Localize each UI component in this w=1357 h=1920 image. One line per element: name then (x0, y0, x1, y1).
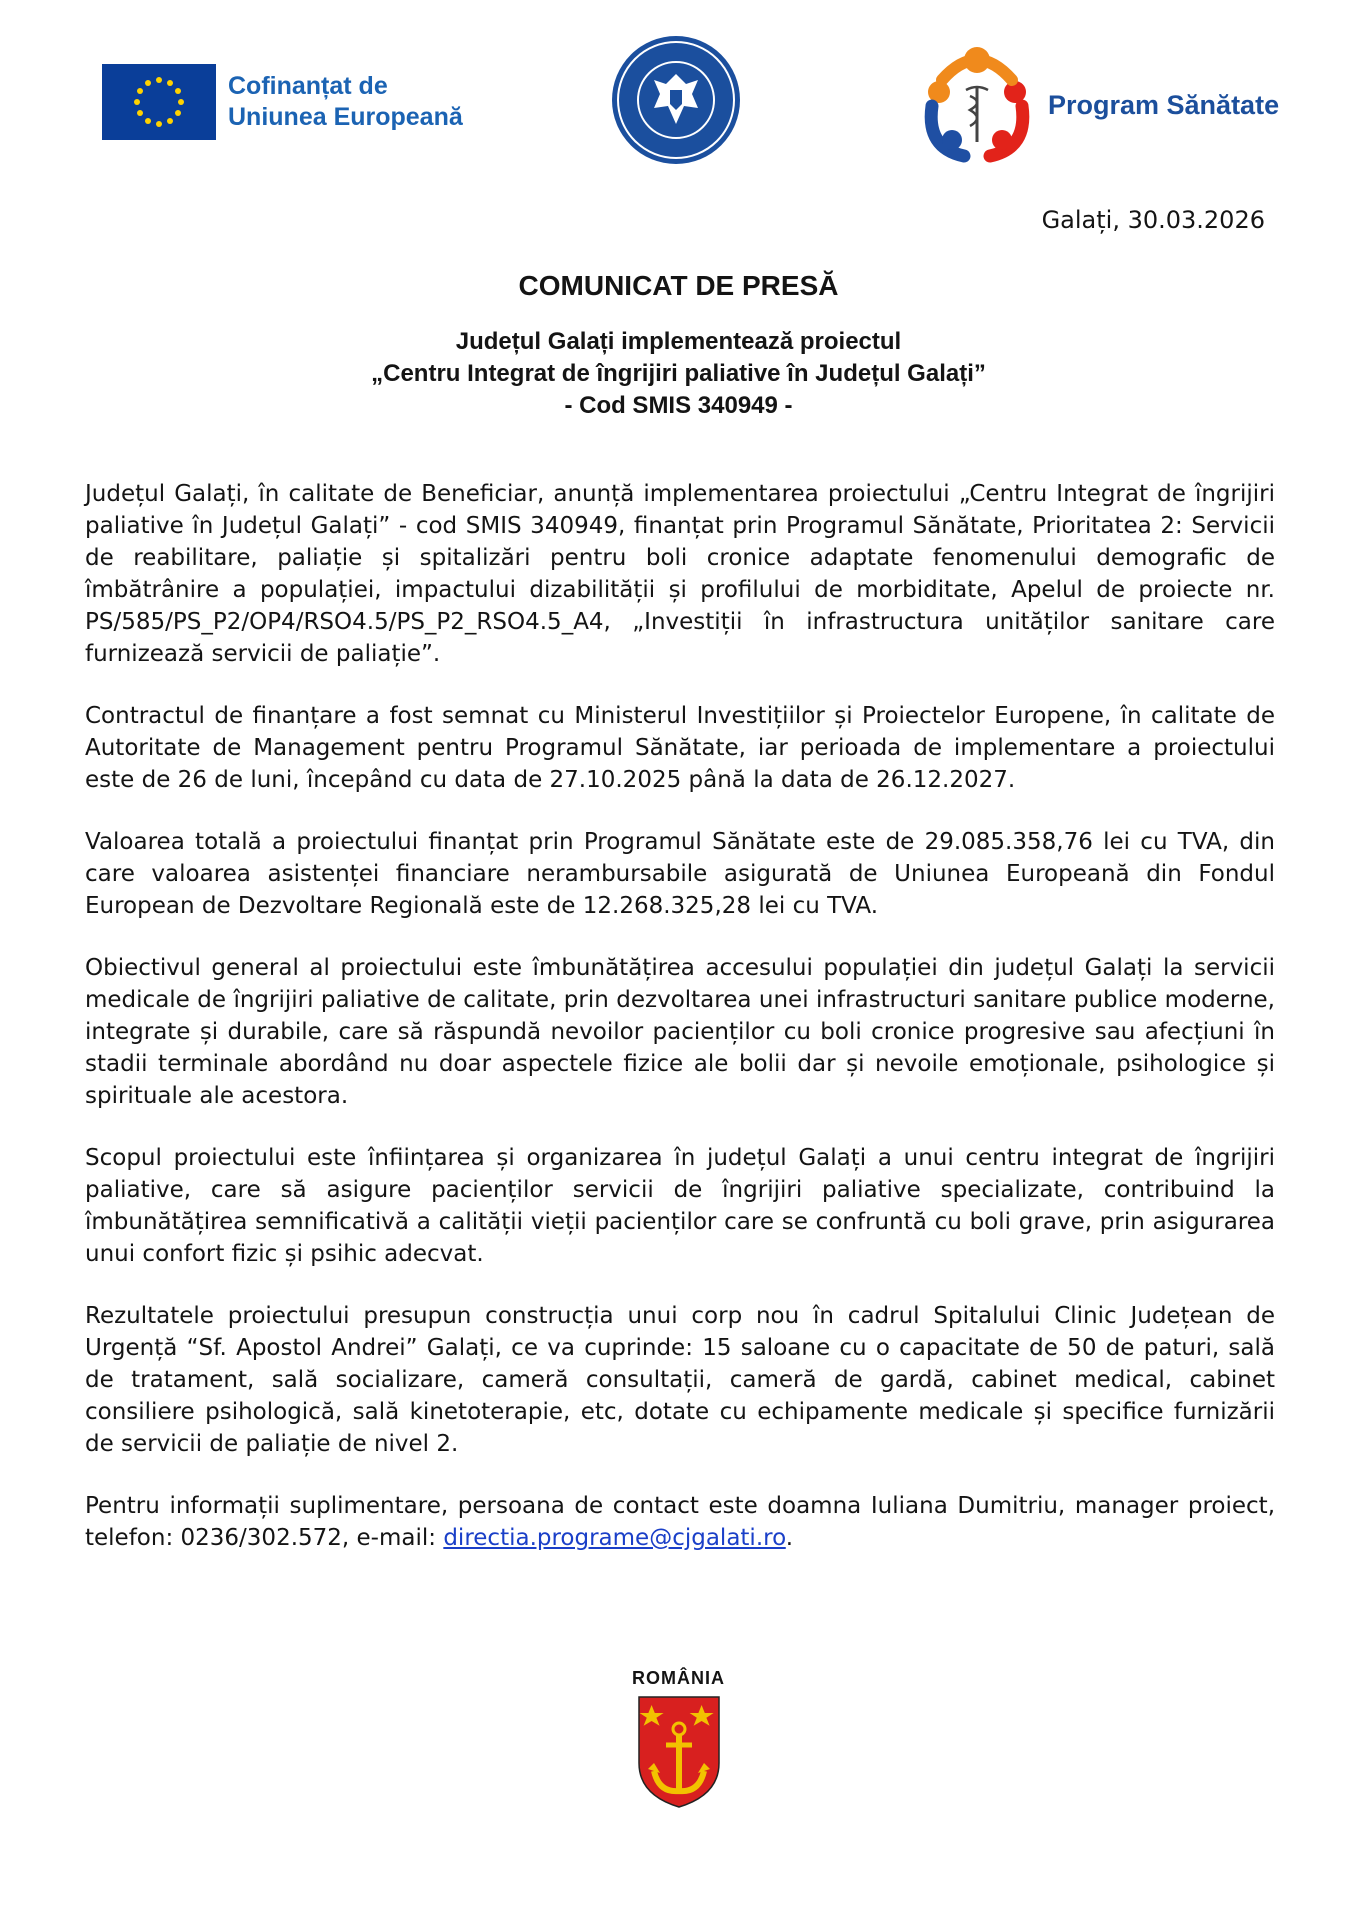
paragraph-contact (85, 1490, 1275, 1554)
page-title: COMUNICAT DE PRESĂ (518, 270, 839, 301)
paragraph-results: Rezultatele proiectului presupun construcția unui corp nou în cadrul Spitalului Clinic Județean de Urgență “Sf. Apostol Andrei” Galați, ce va cuprinde: 15 saloane cu o capacitate de 50 de paturi, sală de tratament, sală socializare, cameră consultații, cameră de gardă, cabinet medical, cabinet consiliere psihologică, sală kinetoterapie, etc, dotate cu echipamente medicale și specifice furnizării de servicii de paliație de nivel 2. (85, 1303, 1275, 1457)
paragraph-scope: Scopul proiectului este înființarea și organizarea în județul Galați a unui centru integrat de îngrijiri paliative, care să asigure pacienților servicii de îngrijiri paliative specializate, contribuind la îmbunătățirea semnificativă a calității vieții pacienților care se confruntă cu boli grave, prin asigurarea unui confort fizic și psihic adecvat. (85, 1145, 1275, 1267)
contact-end: . (785, 1525, 794, 1551)
header (0, 0, 1357, 200)
subtitle-line: Județul Galați implementează proiectul (455, 328, 902, 355)
footer-country-label: ROMÂNIA (632, 1668, 725, 1688)
program-sanatate-logo (912, 40, 1279, 170)
guvernul-romaniei-seal-icon (610, 34, 742, 166)
contact-text: Pentru informații suplimentare, persoana de contact este doamna Iuliana Dumitriu, manager proiect, telefon: 0236/302.572, e-mail: (85, 1493, 1275, 1551)
press-release-body (85, 478, 1275, 1584)
project-subtitle (0, 326, 1357, 422)
subtitle-line: - Cod SMIS 340949 - (564, 392, 793, 419)
eu-flag-icon (102, 64, 216, 140)
contact-email-link[interactable]: directia.programe@cjgalati.ro (443, 1525, 786, 1551)
paragraph-contract: Contractul de finanțare a fost semnat cu Ministerul Investițiilor și Proiectelor Europene, în calitate de Autoritate de Management pentru Programul Sănătate, iar perioada de implementare a proiectului este de 26 de luni, începând cu data de 27.10.2025 până la data de 26.12.2027. (85, 703, 1275, 793)
consiliul-judetean-galati-crest-icon (614, 1693, 744, 1823)
eu-logo (102, 64, 463, 140)
eu-logo-text (228, 71, 463, 133)
paragraph-announcement: Județul Galați, în calitate de Beneficiar, anunță implementarea proiectului „Centru Integrat de îngrijiri paliative în Județul Galați” - cod SMIS 340949, finanțat prin Programul Sănătate, Prioritatea 2: Servicii de reabilitare, paliație și spitalizări pentru boli cronice adaptate fenomenului demografic de îmbătrânire a populației, impactului dizabilității și profilului de morbiditate, Apelul de proiecte nr. PS/585/PS_P2/OP4/RSO4.5/PS_P2_RSO4.5_A4, „Investiții în infrastructura unităților sanitare care furnizează servicii de paliație”. (85, 481, 1275, 667)
eu-logo-line1: Cofinanțat de (228, 72, 388, 100)
eu-logo-line2: Uniunea Europeană (228, 103, 463, 131)
document-date: Galați, 30.03.2026 (1041, 206, 1265, 234)
program-sanatate-emblem-icon (912, 40, 1042, 170)
footer (0, 1668, 1357, 1823)
program-sanatate-label: Program Sănătate (1048, 89, 1280, 120)
subtitle-line: „Centru Integrat de îngrijiri paliative în Județul Galați” (371, 360, 986, 387)
paragraph-objective: Obiectivul general al proiectului este îmbunătățirea accesului populației din județul Galați la servicii medicale de îngrijiri paliative de calitate, prin dezvoltarea unei infrastructuri sanitare publice moderne, integrate și durabile, care să răspundă nevoilor pacienților cu boli cronice progresive sau afecțiuni în stadii terminale abordând nu doar aspectele fizice ale bolii dar și nevoile emoționale, psihologice și spirituale ale acestora. (85, 955, 1275, 1109)
paragraph-value: Valoarea totală a proiectului finanțat prin Programul Sănătate este de 29.085.358,76 lei cu TVA, din care valoarea asistenței financiare nerambursabile asigurată de Uniunea Europeană din Fondul European de Dezvoltare Regională este de 12.268.325,28 lei cu TVA. (85, 829, 1275, 919)
